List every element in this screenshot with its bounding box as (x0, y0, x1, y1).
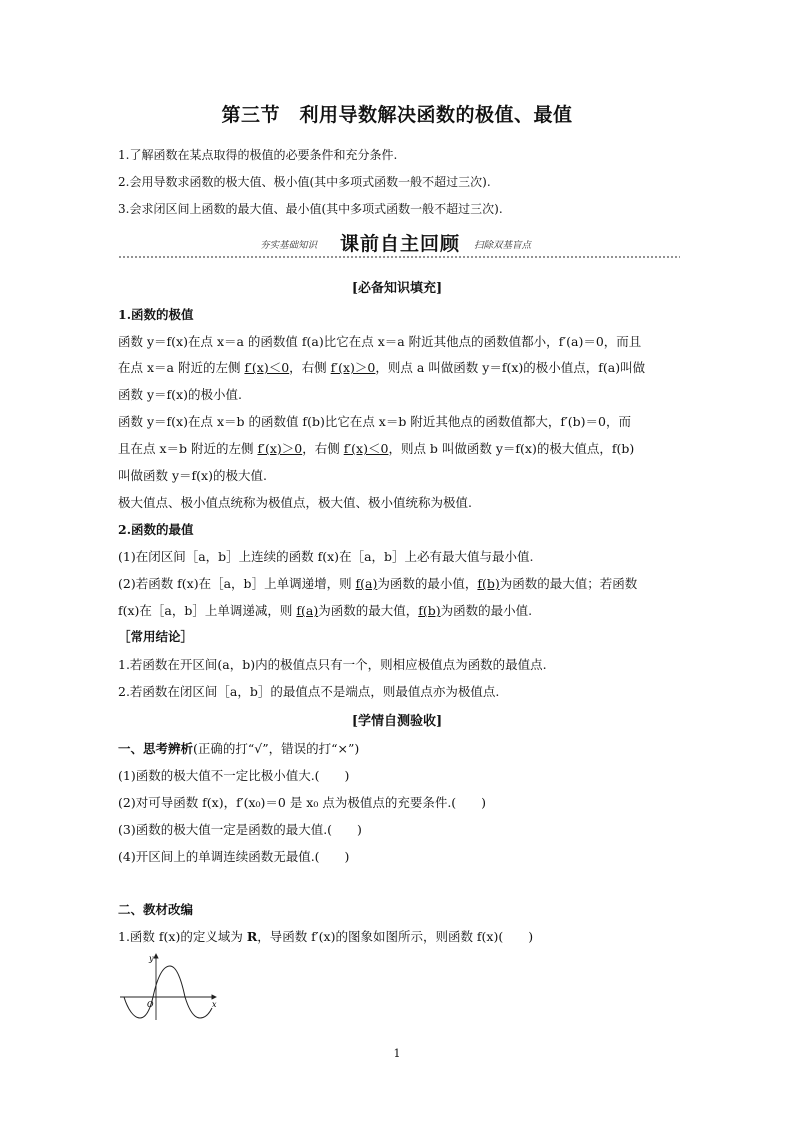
para1-line1: 函数 y＝f(x)在点 x＝a 的函数值 f(a)比它在点 x＝a 附近其他点的函数值都小，f′(a)＝0，而且 (118, 334, 642, 349)
blank-answer: f′(x)＞0 (330, 360, 376, 375)
textbook-adaptation-heading: 二、教材改编 (118, 902, 194, 917)
heading-max-min: 2.函数的最值 (118, 522, 194, 537)
max-min-item-2-line1: (2)若函数 f(x)在［a，b］上单调递增，则 f(a)为函数的最小值，f(b)为函数的最大值；若函数 (118, 576, 638, 591)
learning-goal-1: 1.了解函数在某点取得的极值的必要条件和充分条件. (118, 148, 398, 162)
max-min-item-2-line2: f(x)在［a，b］上单调递减，则 f(a)为函数的最大值，f(b)为函数的最小值. (118, 603, 533, 618)
section-banner (118, 227, 680, 259)
para1-line3: 函数 y＝f(x)的极小值. (118, 387, 242, 402)
judgment-item-2: (2)对可导函数 f(x)，f′(x₀)＝0 是 x₀ 点为极值点的充要条件.( ) (118, 795, 487, 810)
banner-title: 课前自主回顾 (340, 233, 461, 255)
derivative-graph (118, 950, 222, 1022)
banner-right-text: 扫除双基盲点 (474, 240, 532, 251)
conclusion-2: 2.若函数在闭区间［a，b］的最值点不是端点，则最值点亦为极值点. (118, 684, 500, 699)
judgment-item-1: (1)函数的极大值不一定比极小值大.( ) (118, 768, 350, 783)
blank-answer: f′(x)＜0 (343, 441, 389, 456)
problem-1: 1.函数 f(x)的定义域为 R，导函数 f′(x)的图象如图所示，则函数 f(x)( ) (118, 929, 534, 944)
blank-answer: f(b) (477, 576, 500, 591)
page-number: 1 (393, 1047, 401, 1060)
section-heading-knowledge: [必备知识填充] (351, 281, 443, 296)
learning-goal-3: 3.会求闭区间上函数的最大值、最小值(其中多项式函数一般不超过三次). (118, 202, 503, 216)
blank-answer: f′(x)＞0 (257, 441, 303, 456)
blank-answer: f′(x)＜0 (244, 360, 290, 375)
blank-answer: f(b) (418, 603, 441, 618)
para2-line3: 叫做函数 y＝f(x)的极大值. (118, 468, 267, 483)
blank-answer: f(a) (355, 576, 378, 591)
judgment-item-3: (3)函数的极大值一定是函数的最大值.( ) (118, 822, 362, 837)
judgment-heading: 一、思考辨析(正确的打“√”，错误的打“×”) (118, 741, 360, 756)
max-min-item-1: (1)在闭区间［a，b］上连续的函数 f(x)在［a，b］上必有最大值与最小值. (118, 549, 534, 564)
blank-answer: f(a) (296, 603, 319, 618)
para2-line2: 且在点 x＝b 附近的左侧 f′(x)＞0，右侧 f′(x)＜0，则点 b 叫做函数 y＝f(x)的极大值点，f(b) (118, 441, 635, 456)
para3: 极大值点、极小值点统称为极值点，极大值、极小值统称为极值. (118, 495, 472, 510)
judgment-item-4: (4)开区间上的单调连续函数无最值.( ) (118, 849, 350, 864)
common-conclusions-heading: ［常用结论］ (118, 629, 194, 644)
x-axis-label: x (212, 1000, 217, 1009)
para1-line2: 在点 x＝a 附近的左侧 f′(x)＜0，右侧 f′(x)＞0，则点 a 叫做函数 y＝f(x)的极小值点，f(a)叫做 (118, 360, 646, 375)
banner-left-text: 夯实基础知识 (260, 240, 318, 251)
learning-goal-2: 2.会用导数求函数的极大值、极小值(其中多项式函数一般不超过三次). (118, 175, 491, 189)
derivative-curve (124, 966, 212, 1018)
y-axis-label: y (149, 954, 154, 963)
dotted-divider (118, 255, 680, 259)
page-title: 第三节 利用导数解决函数的极值、最值 (221, 104, 573, 126)
heading-extreme-values: 1.函数的极值 (118, 307, 194, 322)
origin-label: O (147, 1000, 154, 1009)
conclusion-1: 1.若函数在开区间(a，b)内的极值点只有一个，则相应极值点为函数的最值点. (118, 657, 547, 672)
section-heading-self-test: [学情自测验收] (351, 714, 443, 729)
para2-line1: 函数 y＝f(x)在点 x＝b 的函数值 f(b)比它在点 x＝b 附近其他点的函数值都大，f′(b)＝0，而 (118, 414, 631, 429)
